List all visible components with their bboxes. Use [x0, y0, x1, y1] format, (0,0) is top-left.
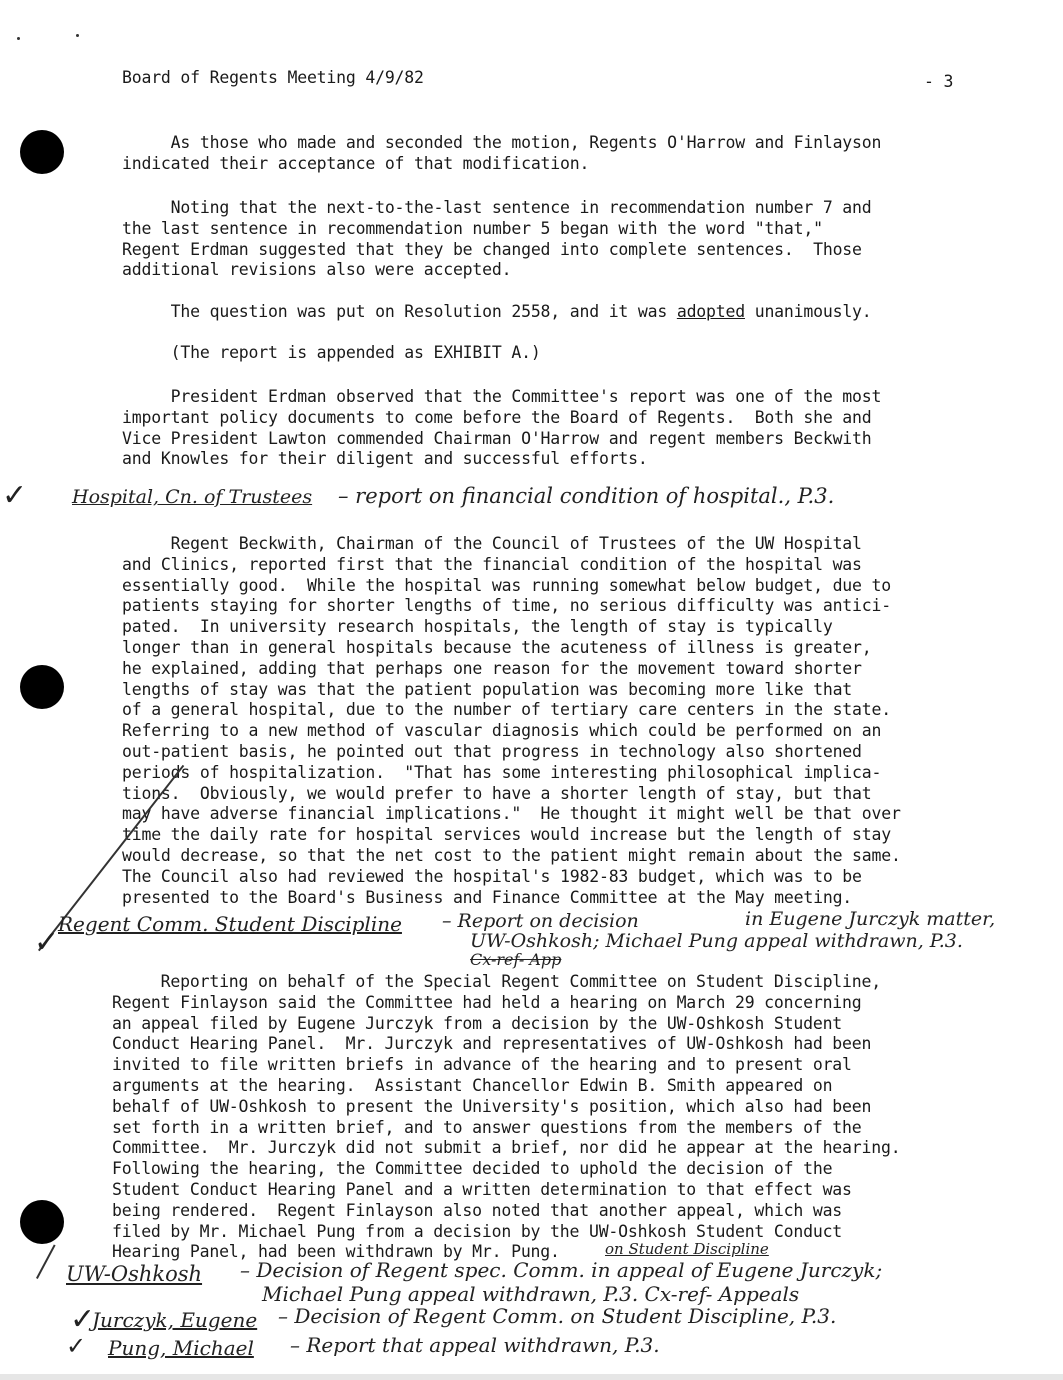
text-line: Regent Finlayson said the Committee had held a hearing on March 29 concerning [112, 992, 862, 1012]
text-line: Following the hearing, the Committee decided to uphold the decision of the [112, 1159, 833, 1179]
text-line: Committee. Mr. Jurczyk did not submit a brief, nor did he appear at the hearing. [112, 1138, 901, 1158]
paragraph-6 [122, 534, 952, 908]
paragraph-4 [122, 343, 952, 364]
text-line: pated. In university research hospitals, the length of stay is typically [122, 617, 833, 637]
text-line: arguments at the hearing. Assistant Chancellor Edwin B. Smith appeared on [112, 1075, 833, 1095]
text-line: (The report is appended as EXHIBIT A.) [122, 343, 541, 362]
punch-hole-middle [20, 665, 64, 709]
text-line: time the daily rate for hospital services would increase but the length of stay [122, 825, 891, 845]
text-line: set forth in a written brief, and to answer questions from the members of the [112, 1117, 862, 1137]
text-line: lengths of stay was that the patient population was becoming more like that [122, 679, 853, 699]
text-line: and Clinics, reported first that the financial condition of the hospital was [122, 554, 862, 574]
text-line: President Erdman observed that the Committee's report was one of the most [122, 387, 882, 406]
text-line: the last sentence in recommendation number 5 began with the word "that," [122, 218, 823, 238]
text-line: Noting that the next-to-the-last sentence in recommendation number 7 and [122, 198, 872, 217]
pen-stroke [36, 1244, 55, 1278]
text-line: may have adverse financial implications." He thought it might well be that over [122, 804, 901, 824]
text-line: Regent Erdman suggested that they be changed into complete sentences. Those [122, 239, 862, 259]
text-line: Vice President Lawton commended Chairman O'Harrow and regent members Beckwith [122, 428, 872, 448]
text-line: essentially good. While the hospital was running somewhat below budget, due to [122, 575, 891, 595]
text-line: Regent Beckwith, Chairman of the Council of Trustees of the UW Hospital [122, 534, 862, 553]
annotation-regent-note-2: UW-Oshkosh; Michael Pung appeal withdrawn, P.3. [470, 930, 963, 952]
annotation-regent-note-3: Cx-ref- App [470, 950, 562, 969]
annotation-oshkosh-note-2: Michael Pung appeal withdrawn, P.3. Cx-ref- Appeals [262, 1282, 800, 1306]
check-mark-icon: ✓ [70, 1302, 96, 1337]
text-line: Hearing Panel, had been withdrawn by Mr. Pung. [112, 1242, 560, 1262]
text-line: being rendered. Regent Finlayson also noted that another appeal, which was [112, 1200, 843, 1220]
text-line: of a general hospital, due to the number of tertiary care centers in the state. [122, 700, 891, 720]
scan-bottom-edge [0, 1374, 1063, 1380]
page-header-title: Board of Regents Meeting 4/9/82 [122, 68, 424, 87]
annotation-jurczyk-heading: Jurczyk, Eugene [92, 1308, 258, 1332]
check-mark-icon: ✓ [2, 478, 28, 513]
annotation-pung-heading: Pung, Michael [108, 1336, 254, 1360]
annotation-regent-heading: Regent Comm. Student Discipline [58, 912, 402, 936]
annotation-regent-note-1b: in Eugene Jurczyk matter, [745, 908, 996, 930]
annotation-pung-note: – Report that appeal withdrawn, P.3. [290, 1333, 660, 1357]
text-line: additional revisions also were accepted. [122, 260, 512, 280]
paragraph-1 [122, 133, 952, 175]
text-run: unanimously. [744, 302, 872, 321]
text-run: The question was put on Resolution 2558, and it was [122, 302, 677, 321]
scan-speck [76, 34, 79, 37]
text-line: patients staying for shorter lengths of time, no serious difficulty was antici- [122, 596, 891, 616]
text-line: presented to the Board's Business and Finance Committee at the May meeting. [122, 887, 853, 907]
paragraph-3 [122, 302, 952, 323]
check-mark-icon: ✓ [34, 925, 60, 960]
check-mark-icon: ✓ [66, 1332, 87, 1360]
annotation-student-discipline-insert: on Student Discipline [605, 1240, 769, 1258]
annotation-oshkosh-heading: UW-Oshkosh [66, 1262, 203, 1286]
scan-speck [17, 37, 20, 40]
paragraph-2 [122, 198, 952, 281]
text-line: Student Conduct Hearing Panel and a written determination to that effect was [112, 1179, 852, 1199]
text-line: tions. Obviously, we would prefer to have a shorter length of stay, but that [122, 783, 872, 803]
text-line: would decrease, so that the net cost to the patient might remain about the same. [122, 845, 901, 865]
text-line: As those who made and seconded the motion, Regents O'Harrow and Finlayson [122, 133, 882, 152]
text-line: he explained, adding that perhaps one reason for the movement toward shorter [122, 658, 862, 678]
paragraph-7 [112, 972, 942, 1263]
paragraph-5 [122, 387, 952, 470]
punch-hole-top [20, 130, 64, 174]
text-line: Reporting on behalf of the Special Regent Committee on Student Discipline, [112, 972, 881, 991]
text-line: periods of hospitalization. "That has some interesting philosophical implica- [122, 762, 882, 782]
text-line: out-patient basis, he pointed out that progress in technology also shortened [122, 741, 862, 761]
text-line: indicated their acceptance of that modification. [122, 153, 590, 173]
annotation-regent-note-1: – Report on decision [442, 910, 639, 932]
annotation-hospital-heading: Hospital, Cn. of Trustees [72, 486, 313, 508]
text-line: Conduct Hearing Panel. Mr. Jurczyk and representatives of UW-Oshkosh had been [112, 1034, 872, 1054]
page-number: - 3 [924, 72, 954, 91]
text-line: filed by Mr. Michael Pung from a decision by the UW-Oshkosh Student Conduct [112, 1221, 843, 1241]
text-line: The Council also had reviewed the hospital's 1982-83 budget, which was to be [122, 866, 862, 886]
annotation-oshkosh-note: – Decision of Regent spec. Comm. in appeal of Eugene Jurczyk; [240, 1258, 883, 1282]
text-line: and Knowles for their diligent and successful efforts. [122, 449, 648, 469]
text-line: important policy documents to come before the Board of Regents. Both she and [122, 407, 872, 427]
text-line: behalf of UW-Oshkosh to present the University's position, which also had been [112, 1096, 872, 1116]
text-line: Referring to a new method of vascular diagnosis which could be performed on an [122, 721, 882, 741]
text-line: an appeal filed by Eugene Jurczyk from a decision by the UW-Oshkosh Student [112, 1013, 843, 1033]
adopted-underlined: adopted [676, 302, 745, 321]
annotation-jurczyk-note: – Decision of Regent Comm. on Student Discipline, P.3. [278, 1304, 837, 1328]
text-line [122, 302, 952, 323]
text-line: longer than in general hospitals because the acuteness of illness is greater, [122, 637, 872, 657]
annotation-hospital-note: – report on financial condition of hospital., P.3. [338, 484, 835, 508]
text-line: invited to file written briefs in advance of the hearing and to present oral [112, 1055, 852, 1075]
punch-hole-bottom [20, 1200, 64, 1244]
